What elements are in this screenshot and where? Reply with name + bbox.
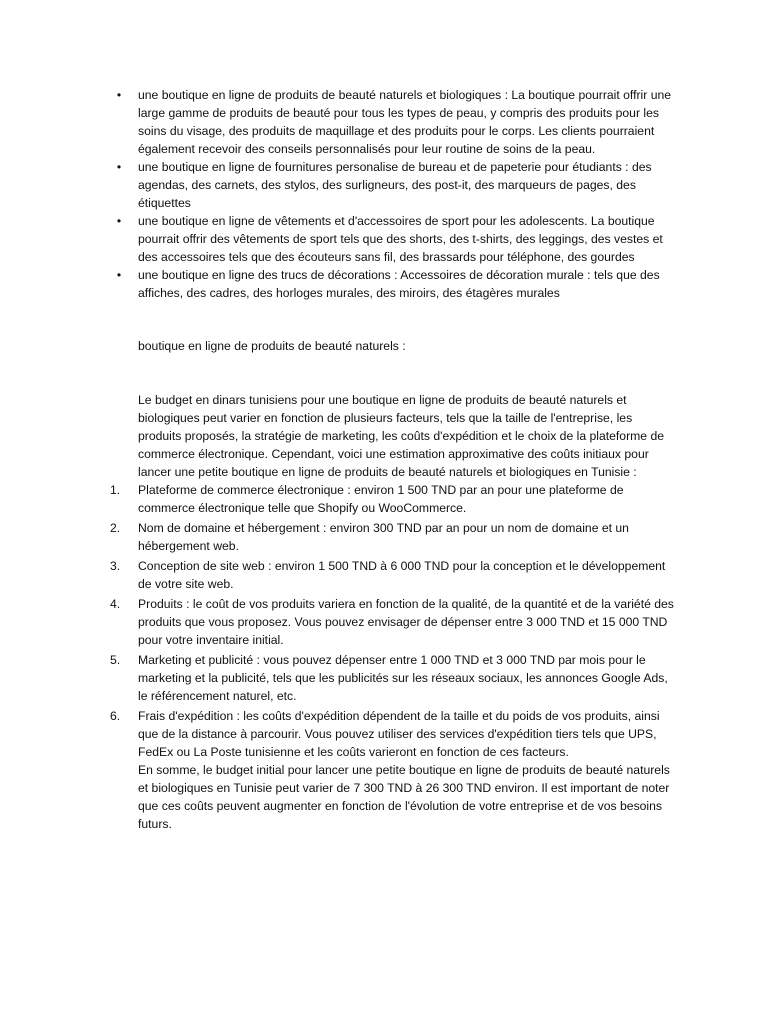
list-item-text: une boutique en ligne des trucs de décorations : Accessoires de décoration murale : tels que des affiches, des cadres, des horloges murales, des miroirs, des étagères murales: [138, 268, 660, 300]
list-item: [110, 595, 678, 649]
intro-paragraph: Le budget en dinars tunisiens pour une boutique en ligne de produits de beauté naturels et biologiques peut varier en fonction de plusieurs facteurs, tels que la taille de l'entreprise, les produits proposés, la stratégie de marketing, les coûts d'expédition et le choix de la plateforme de commerce électronique. Cependant, voici une estimation approximative des coûts initiaux pour lancer une petite boutique en ligne de produits de beauté naturels et biologiques en Tunisie :: [138, 393, 665, 479]
list-item: [116, 266, 678, 302]
step-number: 2.: [110, 521, 121, 535]
list-item: [116, 86, 678, 158]
step-number: 6.: [110, 709, 121, 723]
list-item-text: Plateforme de commerce électronique : environ 1 500 TND par an pour une plateforme de commerce électronique telle que Shopify ou WooCommerce.: [138, 483, 624, 515]
section-subtitle: boutique en ligne de produits de beauté naturels :: [138, 339, 406, 353]
list-item: [110, 651, 678, 705]
step-number: 3.: [110, 559, 121, 573]
bullet-marker: •: [116, 268, 122, 282]
list-item: [116, 212, 678, 266]
shop-ideas-list: [116, 86, 678, 302]
document-body: [110, 86, 678, 833]
list-item-text: une boutique en ligne de produits de beauté naturels et biologiques : La boutique pourrait offrir une large gamme de produits de beauté pour tous les types de peau, y compris des produits pour les soins du visage, des produits de maquillage et des produits pour le corps. Les clients pourraient également recevoir des conseils personnalisés pour leur routine de soins de la peau.: [138, 88, 672, 156]
list-item-text: Conception de site web : environ 1 500 TND à 6 000 TND pour la conception et le développement de votre site web.: [138, 559, 666, 591]
list-item: [110, 481, 678, 517]
list-item-text: Produits : le coût de vos produits variera en fonction de la qualité, de la quantité et de la variété des produits que vous proposez. Vous pouvez envisager de dépenser entre 3 000 TND et 15 000 TND pour votre inventaire initial.: [138, 597, 674, 647]
step-number: 5.: [110, 653, 121, 667]
bullet-marker: •: [116, 214, 122, 228]
list-item-text: une boutique en ligne de fournitures personalise de bureau et de papeterie pour étudiants : des agendas, des carnets, des stylos, des surligneurs, des post-it, des marqueurs de pages, des étiquettes: [138, 160, 652, 210]
bullet-marker: •: [116, 160, 122, 174]
step-number: 1.: [110, 483, 121, 497]
bullet-marker: •: [116, 88, 122, 102]
list-item-text: Frais d'expédition : les coûts d'expédition dépendent de la taille et du poids de vos produits, ainsi que de la distance à parcourir. Vous pouvez utiliser des services d'expédition tiers tels que UPS, FedEx ou La Poste tunisienne et les coûts varieront en fonction de ces facteurs.: [138, 709, 660, 759]
step-number: 4.: [110, 597, 121, 611]
list-item: [110, 707, 678, 761]
list-item: [110, 519, 678, 555]
list-item-text: Marketing et publicité : vous pouvez dépenser entre 1 000 TND et 3 000 TND par mois pour le marketing et la publicité, tels que les publicités sur les réseaux sociaux, les annonces Google Ads, le référencement naturel, etc.: [138, 653, 668, 703]
list-item: [110, 557, 678, 593]
list-item-text: Nom de domaine et hébergement : environ 300 TND par an pour un nom de domaine et un hébergement web.: [138, 521, 629, 553]
conclusion-paragraph: En somme, le budget initial pour lancer une petite boutique en ligne de produits de beauté naturels et biologiques en Tunisie peut varier de 7 300 TND à 26 300 TND environ. Il est important de noter que ces coûts peuvent augmenter en fonction de l'évolution de votre entreprise et de vos besoins futurs.: [138, 763, 670, 831]
list-item: [116, 158, 678, 212]
budget-steps-list: [110, 481, 678, 761]
list-item-text: une boutique en ligne de vêtements et d'accessoires de sport pour les adolescents. La boutique pourrait offrir des vêtements de sport tels que des shorts, des t-shirts, des leggings, des vestes et des accessoires tels que des écouteurs sans fil, des brassards pour téléphone, des gourdes: [138, 214, 663, 264]
